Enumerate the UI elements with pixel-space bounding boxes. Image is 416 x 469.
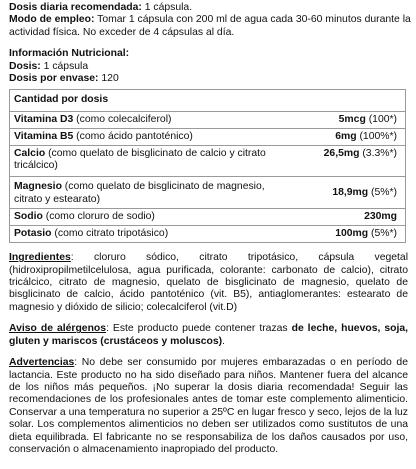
row-pct: (100*)	[365, 113, 397, 125]
row-detail: (como colecalciferol)	[73, 113, 172, 125]
row-pct: (5%*)	[368, 186, 397, 198]
row-pct: (100%*)	[356, 130, 397, 142]
row-pct: (3.3%*)	[359, 148, 397, 160]
row-detail: (como citrato tripotásico)	[51, 228, 169, 240]
row-name: Vitamina B5	[14, 130, 74, 142]
row-amount: 100mg	[335, 228, 369, 240]
daily-dose-value: 1 cápsula.	[144, 2, 193, 13]
row-name: Sodio	[14, 210, 43, 222]
table-row	[10, 226, 406, 243]
daily-dose-line	[9, 2, 408, 14]
row-pct: (5%*)	[368, 228, 397, 240]
allergens-text: : Este producto puede contener trazas	[106, 323, 292, 335]
daily-dose-label: Dosis diaria recomendada:	[9, 2, 142, 13]
dose-value: 1 cápsula	[43, 60, 89, 72]
table-header: Cantidad por dosis	[14, 94, 109, 106]
row-amount: 26,5mg	[323, 148, 360, 160]
nutrition-table	[9, 89, 406, 243]
usage-label: Modo de empleo:	[9, 14, 95, 26]
dose-label: Dosis:	[9, 60, 41, 72]
row-detail: (como cloruro de sodio)	[42, 210, 155, 222]
row-amount: 5mcg	[338, 113, 366, 125]
allergens-paragraph	[9, 323, 408, 348]
table-row	[10, 128, 406, 145]
dose-line	[9, 61, 408, 73]
ingredients-paragraph	[9, 252, 408, 314]
table-row	[10, 177, 406, 208]
row-detail: (como quelato de bisglicinato de magnesio, citrato y estearato)	[14, 181, 265, 205]
row-detail: (como quelato de bisglicinato de calcio y citrato tricálcico)	[14, 148, 266, 172]
nutrition-title: Información Nutricional:	[9, 48, 130, 60]
warnings-text: : No debe ser consumido por mujeres embarazadas o en período de lactancia. Este producto no ha sido diseñado para niños. Mantener fuera del alcance de los niños más pequeños. ¡No superar la dosis diaria recomendada! Seguir las recomendaciones de los profesionales antes de tomar este complemento alimenticio. Conservar a una temperatura no superior a 25ºC en lugar fresco y seco, lejos de la luz solar. Los complementos alimenticios no deben ser utilizados como sustitutos de una dieta equilibrada. El fabricante no se responsabiliza de los daños causados por uso, conservación o almacenamiento inapropiado del producto.	[9, 357, 408, 455]
row-amount: 6mg	[335, 130, 357, 142]
usage-text-1: Tomar 1 cápsula con 200 ml de agua cada 30-60 minutos durante la	[97, 14, 411, 26]
row-amount: 18,9mg	[332, 186, 369, 198]
per-pack-line	[9, 73, 408, 85]
allergens-end: .	[222, 335, 225, 347]
ingredients-label: Ingredientes	[9, 252, 71, 264]
table-row	[10, 208, 406, 225]
ingredients-text: : cloruro sódico, citrato tripotásico, cápsula vegetal (hidroxipropilmetilcelulosa, agua purificada, colorante: carbonato de calcio), citrato tricálcico, citrato de magnesio, quelato de bisglicinato de magnesio, quelato de bisglicinato de calcio, ácido pantoténico (vit. B5), antiaglomerantes: estearato de magnesio y dióxido de silicio; colecalciferol (vit.D)	[9, 252, 408, 313]
row-name: Vitamina D3	[14, 113, 74, 125]
table-row	[10, 146, 406, 175]
per-pack-label: Dosis por envase:	[9, 73, 99, 85]
row-name: Calcio	[14, 148, 46, 160]
allergens-label: Aviso de alérgenos	[9, 323, 107, 335]
row-amount: 230mg	[364, 210, 397, 222]
per-pack-value: 120	[101, 73, 119, 85]
row-detail: (como ácido pantoténico)	[73, 130, 193, 142]
allergens-list: de leche, huevos, soja, gluten y mariscos (crustáceos y moluscos)	[9, 323, 409, 347]
usage-line-2: actividad física. No exceder de 4 cápsulas al día.	[9, 26, 235, 38]
row-name: Potasio	[14, 228, 52, 240]
usage-line	[9, 14, 411, 26]
warnings-label: Advertencias	[9, 357, 75, 369]
table-row	[10, 111, 406, 128]
warnings-paragraph	[9, 357, 408, 456]
row-name: Magnesio	[14, 181, 62, 193]
